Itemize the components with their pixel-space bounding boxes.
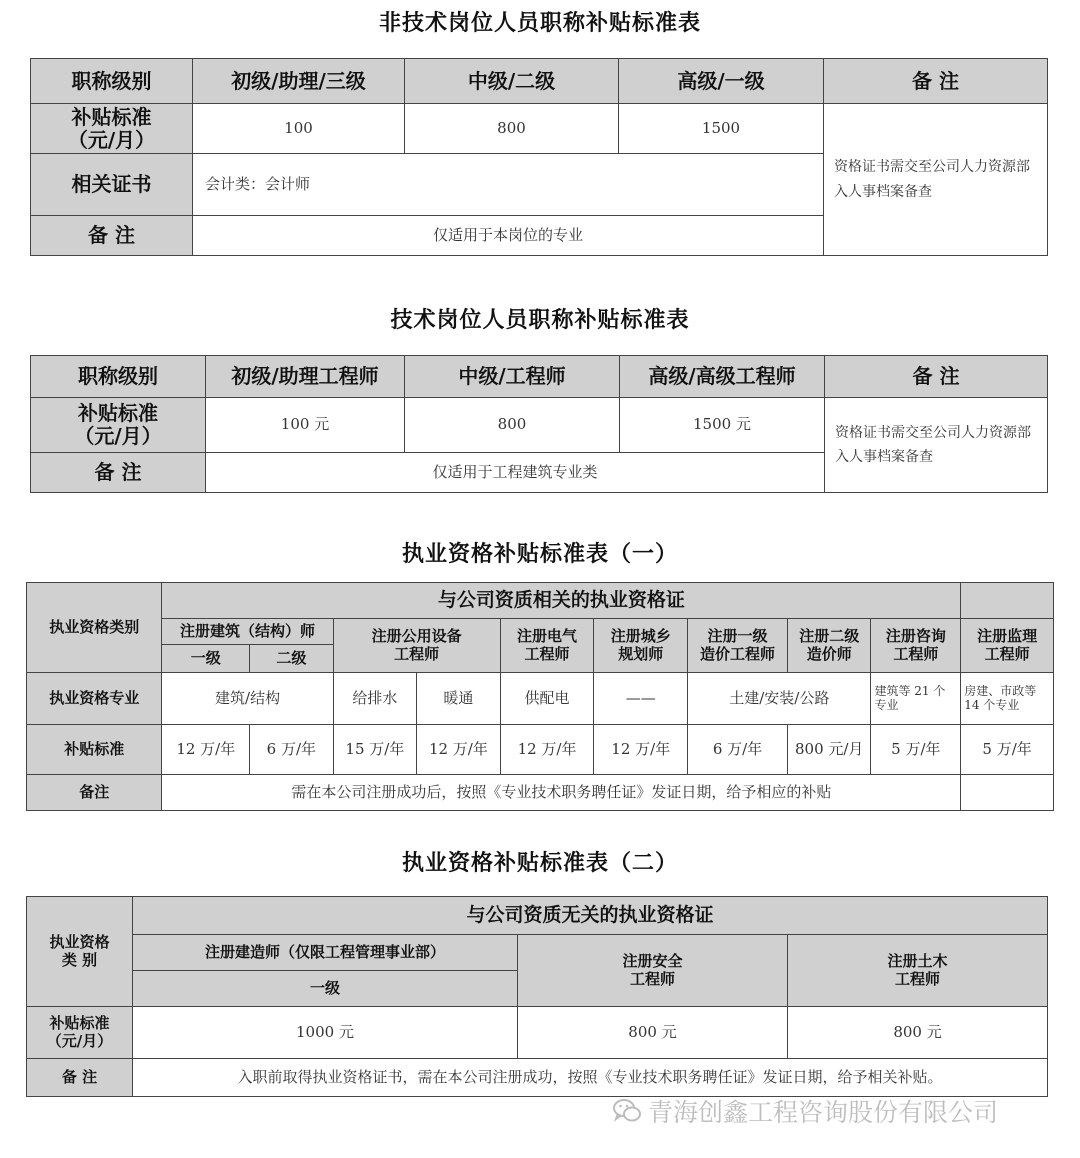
group-header: 与公司资质相关的执业资格证 [162,583,961,619]
subsidy-cost-1: 6 万/年 [688,725,788,775]
header-title-level: 职称级别 [31,356,206,398]
remark-blank [961,775,1054,811]
subsidy-constructor: 1000 元 [133,1007,518,1059]
remark-value: 需在本公司注册成功后，按照《专业技术职务聘任证》发证日期，给予相应的补贴 [162,775,961,811]
major-cost: 土建/安装/公路 [688,673,871,725]
subsidy-hvac: 12 万/年 [417,725,501,775]
table3-title: 执业资格补贴标准表（一） [401,542,678,567]
non-technical-title-subsidy-table [30,58,1048,256]
category-label: 执业资格 类 别 [27,897,133,1007]
header-senior: 高级/高级工程师 [620,356,825,398]
level-second: 二级 [250,645,334,673]
table4-title: 执业资格补贴标准表（二） [401,851,678,876]
cert-cost-engineer-2: 注册二级 造价师 [787,619,871,673]
header-intermediate: 中级/二级 [405,59,619,104]
header-senior: 高级/一级 [619,59,824,104]
major-consulting: 建筑等 21 个 专业 [871,673,961,725]
header-remark: 备 注 [824,59,1048,104]
subsidy-architect-2: 6 万/年 [250,725,334,775]
subsidy-senior: 1500 元 [620,398,825,453]
cert-civil-engineer: 注册土木 工程师 [788,935,1048,1007]
remark-value: 入职前取得执业资格证书，需在本公司注册成功，按照《专业技术职务聘任证》发证日期，给予相关补贴。 [133,1059,1048,1097]
cert-consulting-engineer: 注册咨询 工程师 [871,619,961,673]
remark-label: 备 注 [27,1059,133,1097]
subsidy-safety: 800 元 [518,1007,788,1059]
subsidy-planning: 12 万/年 [594,725,688,775]
watermark-text: 青海创鑫工程咨询股份有限公司 [648,1098,999,1127]
subsidy-label: 补贴标准 （元/月） [31,104,193,154]
cert-constructor: 注册建造师（仅限工程管理事业部） [133,935,518,971]
major-label: 执业资格专业 [27,673,162,725]
side-note: 资格证书需交至公司人力资源部入人事档案备查 [824,104,1048,256]
subsidy-intermediate: 800 [405,398,620,453]
side-note: 资格证书需交至公司人力资源部入人事档案备查 [825,398,1048,493]
subsidy-supervision: 5 万/年 [961,725,1054,775]
subsidy-label: 补贴标准 （元/月） [31,398,206,453]
cert-supervision-engineer: 注册监理 工程师 [961,619,1054,673]
cert-utility-engineer: 注册公用设备 工程师 [333,619,500,673]
header-remark: 备 注 [825,356,1048,398]
level-first: 一级 [162,645,250,673]
cert-value: 会计类：会计师 [193,154,824,216]
subsidy-intermediate: 800 [405,104,619,154]
remark-value: 仅适用于工程建筑专业类 [206,453,825,493]
subsidy-architect-1: 12 万/年 [162,725,250,775]
header-junior: 初级/助理工程师 [206,356,405,398]
major-water: 给排水 [333,673,417,725]
subsidy-civil: 800 元 [788,1007,1048,1059]
subsidy-power: 12 万/年 [500,725,594,775]
cert-label: 相关证书 [31,154,193,216]
subsidy-cost-2: 800 元/月 [787,725,871,775]
cert-cost-engineer-1: 注册一级 造价工程师 [688,619,788,673]
subsidy-water: 15 万/年 [333,725,417,775]
major-architecture: 建筑/结构 [162,673,333,725]
technical-title-subsidy-table [30,355,1048,493]
header-title-level: 职称级别 [31,59,193,104]
subsidy-junior: 100 元 [206,398,405,453]
level-first: 一级 [133,971,518,1007]
major-hvac: 暖通 [417,673,501,725]
subsidy-senior: 1500 [619,104,824,154]
practice-qualification-table-1 [26,582,1054,811]
table1-title: 非技术岗位人员职称补贴标准表 [378,11,701,36]
subsidy-consulting: 5 万/年 [871,725,961,775]
remark-label: 备 注 [31,216,193,256]
cert-urban-planner: 注册城乡 规划师 [594,619,688,673]
group-header: 与公司资质无关的执业资格证 [133,897,1048,935]
remark-value: 仅适用于本岗位的专业 [193,216,824,256]
remark-label: 备注 [27,775,162,811]
category-label: 执业资格类别 [27,583,162,673]
major-planning: —— [594,673,688,725]
subsidy-junior: 100 [193,104,405,154]
header-junior: 初级/助理/三级 [193,59,405,104]
subsidy-label: 补贴标准 （元/月） [27,1007,133,1059]
cert-architect: 注册建筑（结构）师 [162,619,333,645]
remark-label: 备 注 [31,453,206,493]
practice-qualification-table-2 [26,896,1048,1097]
watermark [612,1094,998,1128]
subsidy-label: 补贴标准 [27,725,162,775]
cert-electrical-engineer: 注册电气 工程师 [500,619,594,673]
cert-safety-engineer: 注册安全 工程师 [518,935,788,1007]
major-power: 供配电 [500,673,594,725]
table2-title: 技术岗位人员职称补贴标准表 [390,308,690,333]
group-header-blank [961,583,1054,619]
wechat-icon [612,1098,642,1124]
major-supervision: 房建、市政等 14 个专业 [961,673,1054,725]
header-intermediate: 中级/工程师 [405,356,620,398]
